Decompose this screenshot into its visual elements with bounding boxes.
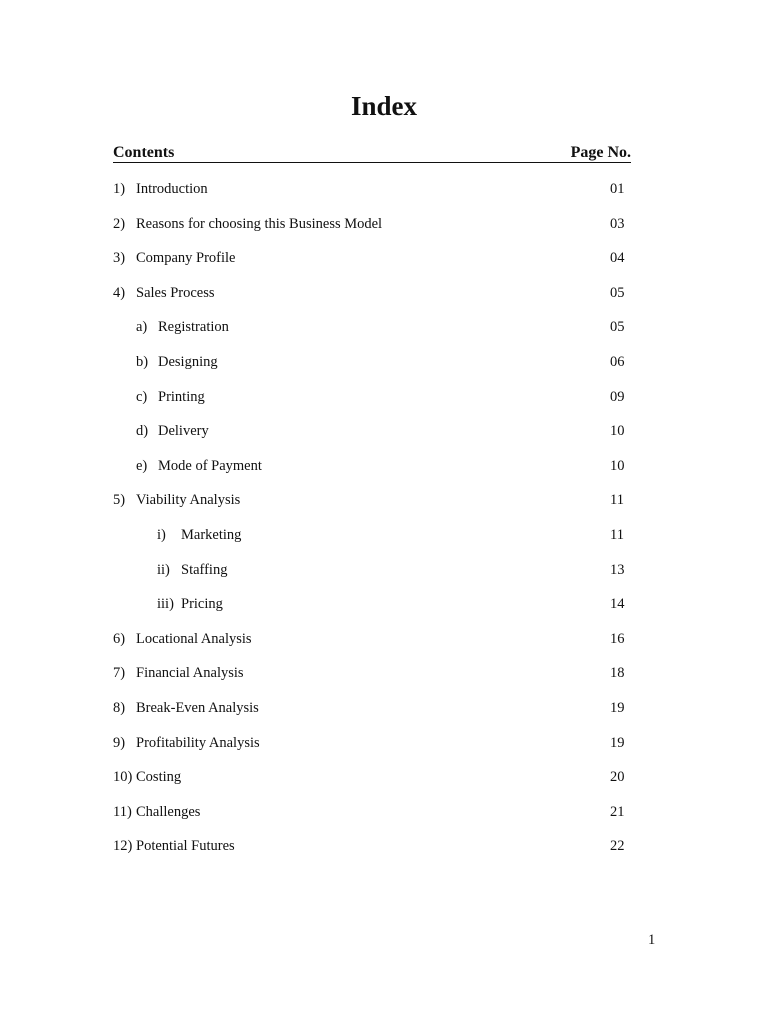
entry-label: Printing <box>158 388 205 405</box>
entry-label: Financial Analysis <box>136 665 244 682</box>
entry-number: 11) <box>113 803 132 820</box>
entry-page: 22 <box>610 838 625 855</box>
entry-page: 11 <box>610 492 624 509</box>
entry-page: 10 <box>610 423 625 440</box>
entry-number: 5) <box>113 492 126 509</box>
entry-page: 05 <box>610 319 625 336</box>
entry-page: 06 <box>610 353 625 370</box>
entry-label: Pricing <box>181 596 223 613</box>
entry-label: Staffing <box>181 561 228 578</box>
entry-label: Viability Analysis <box>136 492 241 509</box>
entry-label: Locational Analysis <box>136 630 252 647</box>
toc-entry <box>0 698 768 733</box>
toc-subentry <box>0 594 768 629</box>
toc-entry <box>0 836 768 871</box>
toc-entry <box>0 214 768 249</box>
entry-number: 8) <box>113 699 126 716</box>
entry-page: 19 <box>610 699 625 716</box>
entry-number: 1) <box>113 181 126 197</box>
entry-number: 9) <box>113 734 126 751</box>
entry-label: Potential Futures <box>136 838 235 855</box>
entry-number: 12) <box>113 838 133 855</box>
entry-label: Company Profile <box>136 250 236 267</box>
toc-subentry <box>0 560 768 595</box>
toc-list <box>0 179 768 871</box>
entry-page: 20 <box>610 769 625 786</box>
toc-entry <box>0 179 768 214</box>
entry-label: Profitability Analysis <box>136 734 260 751</box>
toc-entry <box>0 663 768 698</box>
entry-number: 4) <box>113 284 126 301</box>
entry-number: 6) <box>113 630 126 647</box>
toc-subentry <box>0 525 768 560</box>
entry-page: 10 <box>610 457 625 474</box>
entry-number: iii) <box>157 596 174 613</box>
entry-number: ii) <box>157 561 170 578</box>
toc-subentry <box>0 456 768 491</box>
entry-label: Mode of Payment <box>158 457 262 474</box>
entry-number: d) <box>136 423 149 440</box>
entry-page: 04 <box>610 250 625 267</box>
entry-label: Sales Process <box>136 284 215 301</box>
entry-page: 03 <box>610 215 625 232</box>
toc-subentry <box>0 421 768 456</box>
entry-label: Reasons for choosing this Business Model <box>136 215 383 232</box>
entry-page: 11 <box>610 526 624 543</box>
toc-subentry <box>0 352 768 387</box>
entry-number: 3) <box>113 250 126 267</box>
entry-label: Delivery <box>158 423 209 440</box>
page-title: Index <box>350 91 418 121</box>
toc-entry <box>0 767 768 802</box>
toc-subentry <box>0 387 768 422</box>
toc-entry <box>0 629 768 664</box>
entry-label: Registration <box>158 319 229 336</box>
entry-number: 2) <box>113 215 126 232</box>
entry-number: b) <box>136 353 149 370</box>
entry-label: Introduction <box>136 181 208 197</box>
entry-number: i) <box>157 526 166 543</box>
contents-heading: Contents <box>113 144 175 161</box>
entry-page: 16 <box>610 630 625 647</box>
entry-page: 19 <box>610 734 625 751</box>
entry-label: Challenges <box>136 803 201 820</box>
toc-entry <box>0 248 768 283</box>
entry-number: a) <box>136 319 148 336</box>
toc-entry <box>0 733 768 768</box>
entry-page: 05 <box>610 284 625 301</box>
entry-number: e) <box>136 457 148 474</box>
entry-number: 7) <box>113 665 126 682</box>
entry-page: 01 <box>610 181 625 197</box>
entry-page: 18 <box>610 665 625 682</box>
toc-subentry <box>0 317 768 352</box>
entry-label: Designing <box>158 353 218 370</box>
toc-entry <box>0 283 768 318</box>
toc-entry <box>0 802 768 837</box>
entry-label: Break-Even Analysis <box>136 699 259 716</box>
entry-page: 21 <box>610 803 625 820</box>
entry-page: 13 <box>610 561 625 578</box>
entry-page: 09 <box>610 388 625 405</box>
toc-header <box>113 144 631 163</box>
entry-label: Costing <box>136 769 182 786</box>
entry-page: 14 <box>610 596 625 613</box>
page-number: 1 <box>648 932 656 948</box>
entry-number: c) <box>136 388 148 405</box>
page-number-heading: Page No. <box>570 144 631 161</box>
toc-entry <box>0 490 768 525</box>
entry-label: Marketing <box>181 526 242 543</box>
entry-number: 10) <box>113 769 133 786</box>
